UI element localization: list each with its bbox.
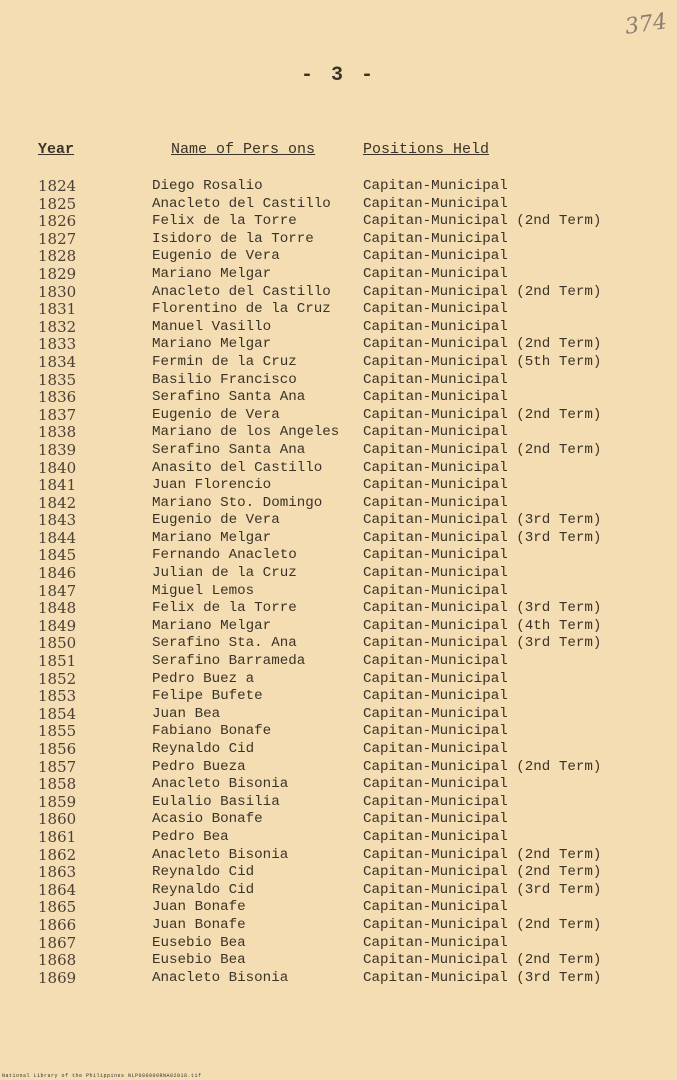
table-row bbox=[0, 864, 677, 882]
row-name: Serafino Barrameda bbox=[152, 653, 306, 670]
row-position: Capitan-Municipal bbox=[363, 582, 508, 599]
row-year: 1826 bbox=[38, 212, 77, 231]
row-year: 1850 bbox=[38, 634, 77, 653]
row-name: Acasio Bonafe bbox=[152, 811, 263, 828]
row-year: 1835 bbox=[38, 370, 77, 389]
row-year: 1866 bbox=[38, 915, 77, 934]
table-row bbox=[0, 460, 677, 478]
table-row bbox=[0, 794, 677, 812]
table-row bbox=[0, 424, 677, 442]
table-row bbox=[0, 935, 677, 953]
row-position: Capitan-Municipal bbox=[363, 301, 508, 318]
row-year: 1827 bbox=[38, 229, 77, 248]
row-name: Fabiano Bonafe bbox=[152, 723, 272, 740]
row-position: Capitan-Municipal bbox=[363, 688, 508, 705]
row-position: Capitan-Municipal (2nd Term) bbox=[363, 864, 602, 881]
row-position: Capitan-Municipal bbox=[363, 494, 508, 511]
row-name: Juan Bea bbox=[152, 705, 221, 722]
archive-footer: National Library of the Philippines NLP000000RNA02018.tif bbox=[2, 1073, 202, 1079]
row-position: Capitan-Municipal bbox=[363, 811, 508, 828]
row-name: Felix de la Torre bbox=[152, 600, 297, 617]
table-row bbox=[0, 547, 677, 565]
row-position: Capitan-Municipal (2nd Term) bbox=[363, 952, 602, 969]
row-name: Eugenio de Vera bbox=[152, 248, 280, 265]
row-position: Capitan-Municipal bbox=[363, 565, 508, 582]
row-position: Capitan-Municipal bbox=[363, 723, 508, 740]
officials-list bbox=[0, 178, 677, 987]
row-position: Capitan-Municipal bbox=[363, 899, 508, 916]
row-name: Mariano Melgar bbox=[152, 529, 272, 546]
table-row bbox=[0, 301, 677, 319]
row-name: Mariano Melgar bbox=[152, 336, 272, 353]
row-year: 1844 bbox=[38, 528, 77, 547]
row-name: Pedro Bueza bbox=[152, 758, 246, 775]
handwritten-page-annotation: 374 bbox=[623, 9, 669, 40]
row-name: Isidoro de la Torre bbox=[152, 230, 314, 247]
row-year: 1824 bbox=[38, 177, 77, 195]
row-year: 1853 bbox=[38, 687, 77, 706]
row-name: Pedro Bea bbox=[152, 828, 229, 845]
row-name: Mariano de los Angeles bbox=[152, 424, 340, 441]
table-row bbox=[0, 882, 677, 900]
row-position: Capitan-Municipal (2nd Term) bbox=[363, 406, 602, 423]
row-name: Julian de la Cruz bbox=[152, 565, 297, 582]
row-name: Juan Florencio bbox=[152, 477, 272, 494]
row-position: Capitan-Municipal bbox=[363, 705, 508, 722]
row-position: Capitan-Municipal (3rd Term) bbox=[363, 529, 602, 546]
row-year: 1847 bbox=[38, 581, 77, 600]
row-position: Capitan-Municipal bbox=[363, 230, 508, 247]
row-year: 1852 bbox=[38, 669, 77, 688]
row-position: Capitan-Municipal (3rd Term) bbox=[363, 881, 602, 898]
row-name: Felix de la Torre bbox=[152, 213, 297, 230]
row-position: Capitan-Municipal (2nd Term) bbox=[363, 283, 602, 300]
page-number: - 3 - bbox=[300, 64, 376, 87]
table-row bbox=[0, 407, 677, 425]
row-year: 1867 bbox=[38, 933, 77, 952]
row-year: 1832 bbox=[38, 317, 77, 336]
row-year: 1836 bbox=[38, 388, 77, 407]
row-position: Capitan-Municipal (3rd Term) bbox=[363, 635, 602, 652]
table-row bbox=[0, 178, 677, 196]
table-row bbox=[0, 565, 677, 583]
row-position: Capitan-Municipal bbox=[363, 547, 508, 564]
row-position: Capitan-Municipal bbox=[363, 459, 508, 476]
table-row bbox=[0, 970, 677, 988]
row-year: 1862 bbox=[38, 845, 77, 864]
table-row bbox=[0, 495, 677, 513]
row-year: 1857 bbox=[38, 757, 77, 776]
table-row bbox=[0, 688, 677, 706]
row-name: Eulalio Basilia bbox=[152, 793, 280, 810]
row-name: Eusebio Bea bbox=[152, 934, 246, 951]
table-row bbox=[0, 319, 677, 337]
row-position: Capitan-Municipal (2nd Term) bbox=[363, 213, 602, 230]
table-row bbox=[0, 530, 677, 548]
row-position: Capitan-Municipal (5th Term) bbox=[363, 353, 602, 370]
row-year: 1848 bbox=[38, 599, 77, 618]
row-position: Capitan-Municipal (3rd Term) bbox=[363, 969, 602, 986]
row-position: Capitan-Municipal (3rd Term) bbox=[363, 512, 602, 529]
row-name: Juan Bonafe bbox=[152, 916, 246, 933]
row-name: Basilio Francisco bbox=[152, 371, 297, 388]
row-name: Anasito del Castillo bbox=[152, 459, 323, 476]
row-position: Capitan-Municipal bbox=[363, 934, 508, 951]
row-year: 1843 bbox=[38, 511, 77, 530]
table-row bbox=[0, 354, 677, 372]
row-name: Fernando Anacleto bbox=[152, 547, 297, 564]
row-position: Capitan-Municipal bbox=[363, 741, 508, 757]
row-year: 1856 bbox=[38, 740, 77, 758]
table-row bbox=[0, 706, 677, 724]
row-name: Anacleto Bisonia bbox=[152, 969, 289, 986]
table-row bbox=[0, 952, 677, 970]
table-row bbox=[0, 284, 677, 302]
row-name: Miguel Lemos bbox=[152, 582, 255, 599]
row-year: 1861 bbox=[38, 827, 77, 846]
table-row bbox=[0, 266, 677, 284]
row-year: 1830 bbox=[38, 282, 77, 301]
row-position: Capitan-Municipal bbox=[363, 477, 508, 494]
row-year: 1845 bbox=[38, 546, 77, 565]
row-position: Capitan-Municipal (3rd Term) bbox=[363, 600, 602, 617]
row-name: Anacleto del Castillo bbox=[152, 195, 331, 212]
row-year: 1851 bbox=[38, 652, 77, 671]
row-year: 1863 bbox=[38, 863, 77, 882]
row-name: Anacleto Bisonia bbox=[152, 846, 289, 863]
table-row bbox=[0, 671, 677, 689]
row-name: Fermin de la Cruz bbox=[152, 353, 297, 370]
table-row bbox=[0, 653, 677, 671]
table-row bbox=[0, 829, 677, 847]
header-positions: Positions Held bbox=[363, 141, 490, 158]
row-year: 1860 bbox=[38, 810, 77, 829]
row-year: 1841 bbox=[38, 476, 77, 495]
table-row bbox=[0, 442, 677, 460]
table-row bbox=[0, 776, 677, 794]
table-row bbox=[0, 583, 677, 601]
row-year: 1839 bbox=[38, 440, 77, 459]
row-position: Capitan-Municipal bbox=[363, 318, 508, 335]
table-row bbox=[0, 196, 677, 214]
row-position: Capitan-Municipal bbox=[363, 793, 508, 810]
table-row bbox=[0, 231, 677, 249]
row-year: 1829 bbox=[38, 264, 77, 283]
row-year: 1838 bbox=[38, 423, 77, 442]
row-year: 1840 bbox=[38, 458, 77, 477]
row-year: 1855 bbox=[38, 722, 77, 741]
row-position: Capitan-Municipal bbox=[363, 828, 508, 845]
row-year: 1837 bbox=[38, 405, 77, 424]
header-name: Name of Pers ons bbox=[171, 141, 316, 158]
row-position: Capitan-Municipal (2nd Term) bbox=[363, 916, 602, 933]
row-year: 1859 bbox=[38, 792, 77, 811]
row-name: Diego Rosalio bbox=[152, 178, 263, 194]
header-year: Year bbox=[38, 141, 75, 158]
table-row bbox=[0, 741, 677, 759]
row-position: Capitan-Municipal (2nd Term) bbox=[363, 336, 602, 353]
row-name: Felipe Bufete bbox=[152, 688, 263, 705]
row-position: Capitan-Municipal bbox=[363, 195, 508, 212]
table-row bbox=[0, 512, 677, 530]
table-row bbox=[0, 635, 677, 653]
row-name: Eugenio de Vera bbox=[152, 512, 280, 529]
row-position: Capitan-Municipal (2nd Term) bbox=[363, 441, 602, 458]
row-name: Eugenio de Vera bbox=[152, 406, 280, 423]
row-year: 1833 bbox=[38, 335, 77, 354]
row-position: Capitan-Municipal (4th Term) bbox=[363, 617, 602, 634]
row-name: Mariano Melgar bbox=[152, 617, 272, 634]
row-position: Capitan-Municipal bbox=[363, 248, 508, 265]
row-position: Capitan-Municipal (2nd Term) bbox=[363, 846, 602, 863]
table-row bbox=[0, 811, 677, 829]
row-position: Capitan-Municipal (2nd Term) bbox=[363, 758, 602, 775]
row-position: Capitan-Municipal bbox=[363, 265, 508, 282]
table-row bbox=[0, 389, 677, 407]
row-name: Mariano Melgar bbox=[152, 265, 272, 282]
row-year: 1869 bbox=[38, 968, 77, 987]
row-year: 1868 bbox=[38, 951, 77, 970]
table-row bbox=[0, 600, 677, 618]
row-name: Reynaldo Cid bbox=[152, 741, 255, 757]
row-name: Reynaldo Cid bbox=[152, 881, 255, 898]
row-name: Pedro Buez a bbox=[152, 670, 255, 687]
row-name: Mariano Sto. Domingo bbox=[152, 494, 323, 511]
table-row bbox=[0, 917, 677, 935]
row-position: Capitan-Municipal bbox=[363, 371, 508, 388]
row-year: 1865 bbox=[38, 898, 77, 917]
row-year: 1834 bbox=[38, 352, 77, 371]
table-row bbox=[0, 847, 677, 865]
row-year: 1825 bbox=[38, 194, 77, 213]
table-row bbox=[0, 248, 677, 266]
row-year: 1842 bbox=[38, 493, 77, 512]
row-year: 1849 bbox=[38, 616, 77, 635]
row-year: 1858 bbox=[38, 775, 77, 794]
table-row bbox=[0, 336, 677, 354]
row-name: Serafino Sta. Ana bbox=[152, 635, 297, 652]
row-position: Capitan-Municipal bbox=[363, 653, 508, 670]
row-position: Capitan-Municipal bbox=[363, 389, 508, 406]
table-row bbox=[0, 477, 677, 495]
row-name: Reynaldo Cid bbox=[152, 864, 255, 881]
table-row bbox=[0, 372, 677, 390]
table-row bbox=[0, 213, 677, 231]
row-name: Serafino Santa Ana bbox=[152, 389, 306, 406]
row-name: Florentino de la Cruz bbox=[152, 301, 331, 318]
row-name: Juan Bonafe bbox=[152, 899, 246, 916]
row-position: Capitan-Municipal bbox=[363, 424, 508, 441]
row-name: Anacleto del Castillo bbox=[152, 283, 331, 300]
row-name: Manuel Vasillo bbox=[152, 318, 272, 335]
table-row bbox=[0, 759, 677, 777]
table-row bbox=[0, 618, 677, 636]
row-position: Capitan-Municipal bbox=[363, 776, 508, 793]
row-year: 1828 bbox=[38, 247, 77, 266]
table-row bbox=[0, 723, 677, 741]
row-name: Anacleto Bisonia bbox=[152, 776, 289, 793]
row-position: Capitan-Municipal bbox=[363, 670, 508, 687]
row-year: 1846 bbox=[38, 564, 77, 583]
row-name: Serafino Santa Ana bbox=[152, 441, 306, 458]
row-name: Eusebio Bea bbox=[152, 952, 246, 969]
row-year: 1864 bbox=[38, 880, 77, 899]
row-position: Capitan-Municipal bbox=[363, 178, 508, 194]
row-year: 1831 bbox=[38, 300, 77, 319]
row-year: 1854 bbox=[38, 704, 77, 723]
table-row bbox=[0, 899, 677, 917]
